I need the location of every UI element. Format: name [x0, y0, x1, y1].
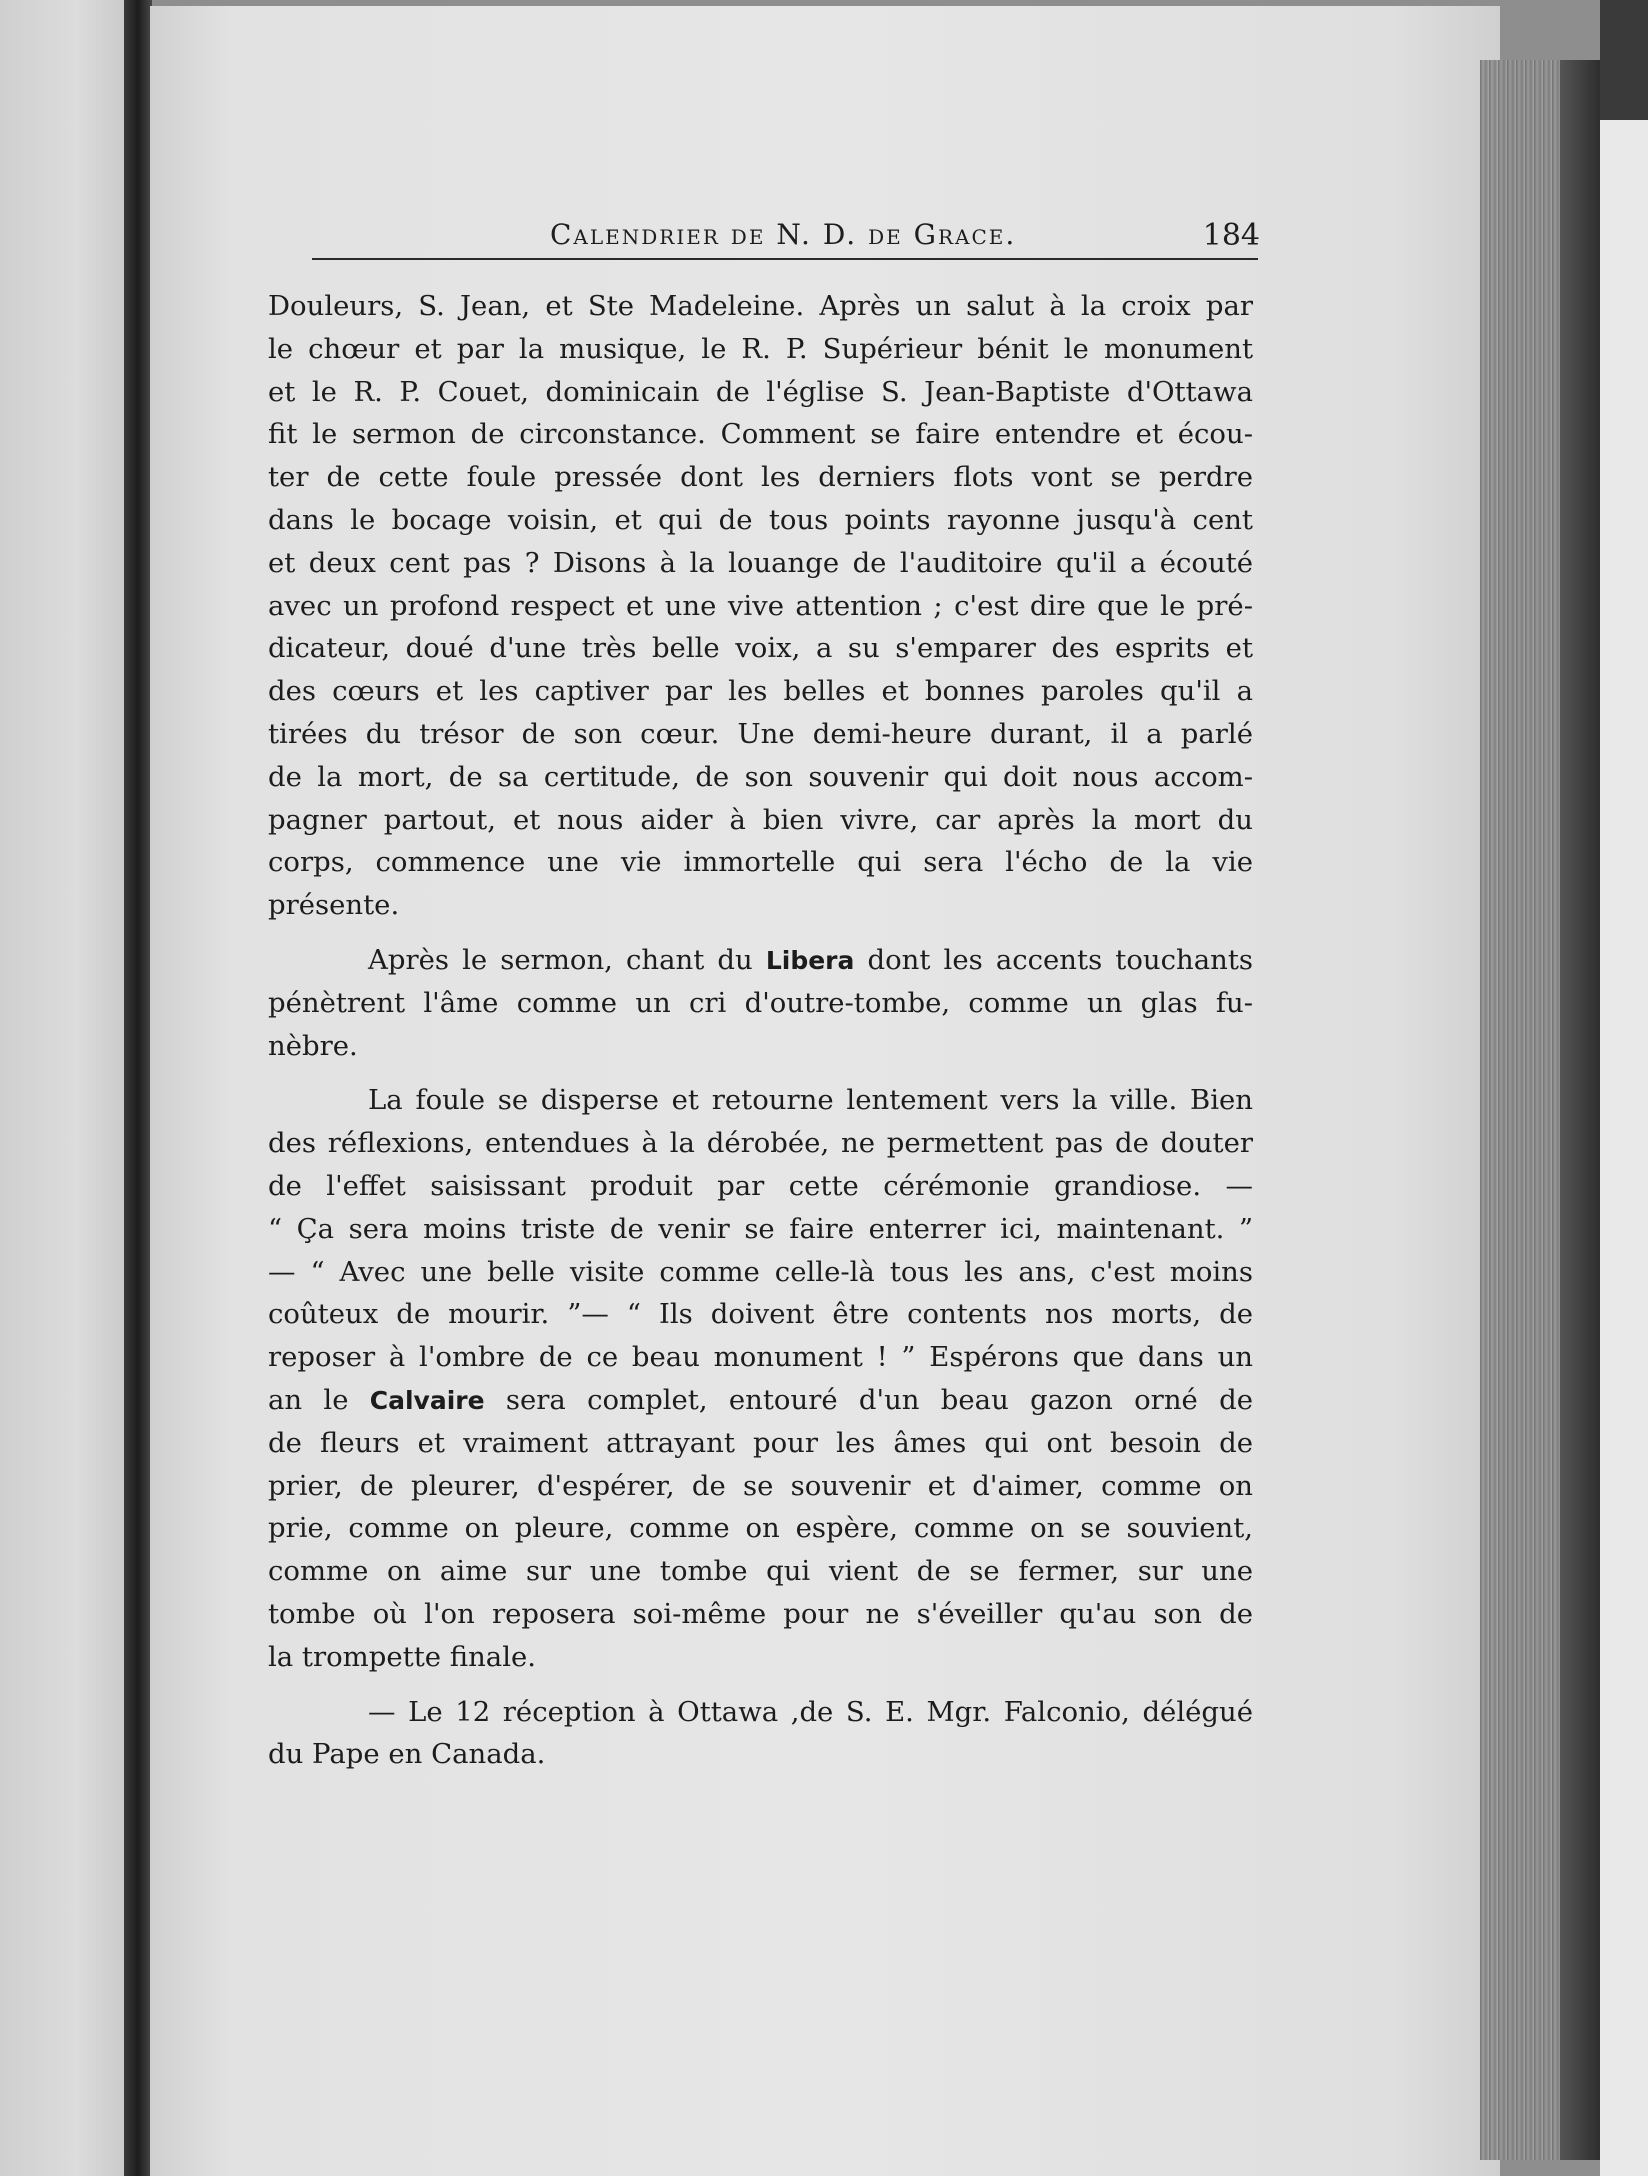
text-line: Douleurs, S. Jean, et Ste Madeleine. Après un salut à la croix par [268, 290, 1253, 322]
text-line: corps, commence une vie immortelle qui sera l'écho de la vie [268, 846, 1253, 879]
text-line: ter de cette foule pressée dont les derniers flots vont se perdre [268, 461, 1253, 494]
text-line: du Pape en Canada. [268, 1738, 546, 1771]
text-line: pagner partout, et nous aider à bien vivre, car après la mort du [268, 803, 1253, 836]
text-line: tombe où l'on reposera soi-même pour ne s'éveiller qu'au son de [268, 1597, 1253, 1630]
text-line: prier, de pleurer, d'espérer, de se souvenir et d'aimer, comme on [268, 1469, 1253, 1502]
text-line: des réflexions, entendues à la dérobée, ne permettent pas de douter [268, 1127, 1253, 1160]
paragraph [268, 285, 1253, 927]
text-line: La foule se disperse et retourne lentement vers la ville. Bien [368, 1084, 1253, 1117]
text-line: présente. [268, 889, 400, 922]
book-binding-gutter [124, 0, 152, 2176]
page-stack-shadow [1560, 60, 1600, 2160]
running-header [310, 218, 1260, 274]
text-line: et le R. P. Couet, dominicain de l'église S. Jean-Baptiste d'Ottawa [268, 375, 1253, 408]
paragraph [268, 939, 1253, 1067]
text-line: an le Calvaire sera complet, entouré d'un beau gazon orné de [268, 1383, 1253, 1416]
text-line: de l'effet saisissant produit par cette cérémonie grandiose. — [268, 1169, 1253, 1202]
text-line: avec un profond respect et une vive attention ; c'est dire que le pré- [268, 589, 1253, 622]
body-text [268, 285, 1253, 1788]
text-line: de fleurs et vraiment attrayant pour les âmes qui ont besoin de [268, 1426, 1253, 1459]
paragraph [268, 1079, 1253, 1678]
text-line: Après le sermon, chant du Libera dont les accents touchants [368, 943, 1253, 976]
paragraph [268, 1691, 1253, 1777]
text-line: dicateur, doué d'une très belle voix, a su s'emparer des esprits et [268, 632, 1253, 665]
text-line: — Le 12 réception à Ottawa ,de S. E. Mgr. Falconio, délégué [368, 1695, 1253, 1728]
text-line: comme on aime sur une tombe qui vient de se fermer, sur une [268, 1555, 1253, 1588]
text-line: coûteux de mourir. ”— “ Ils doivent être contents nos morts, de [268, 1298, 1253, 1331]
previous-page-edge [0, 0, 138, 2176]
text-line: “ Ça sera moins triste de venir se faire enterrer ici, maintenant. ” [268, 1212, 1253, 1245]
text-line: reposer à l'ombre de ce beau monument ! ” Espérons que dans un [268, 1341, 1253, 1374]
text-line: nèbre. [268, 1029, 358, 1062]
text-line: prie, comme on pleure, comme on espère, comme on se souvient, [268, 1512, 1253, 1545]
header-rule [312, 258, 1258, 260]
text-line: et deux cent pas ? Disons à la louange de l'auditoire qu'il a écouté [268, 546, 1253, 579]
text-line: le chœur et par la musique, le R. P. Supérieur bénit le monument [268, 332, 1253, 365]
running-header-title: Calendrier de N. D. de Grace. [550, 218, 1017, 251]
text-line: pénètrent l'âme comme un cri d'outre-tombe, comme un glas fu- [268, 986, 1253, 1019]
scan-border-right [1600, 120, 1648, 2176]
scan-border-top-right [1600, 0, 1648, 120]
page-number: 184 [1202, 218, 1260, 253]
text-line: de la mort, de sa certitude, de son souvenir qui doit nous accom- [268, 760, 1253, 793]
text-line: — “ Avec une belle visite comme celle-là tous les ans, c'est moins [268, 1255, 1253, 1288]
text-line: dans le bocage voisin, et qui de tous points rayonne jusqu'à cent [268, 503, 1253, 536]
text-line: des cœurs et les captiver par les belles et bonnes paroles qu'il a [268, 675, 1253, 708]
text-line: la trompette finale. [268, 1640, 537, 1673]
text-line: fit le sermon de circonstance. Comment se faire entendre et écou- [268, 418, 1253, 451]
text-line: tirées du trésor de son cœur. Une demi-heure durant, il a parlé [268, 717, 1253, 750]
